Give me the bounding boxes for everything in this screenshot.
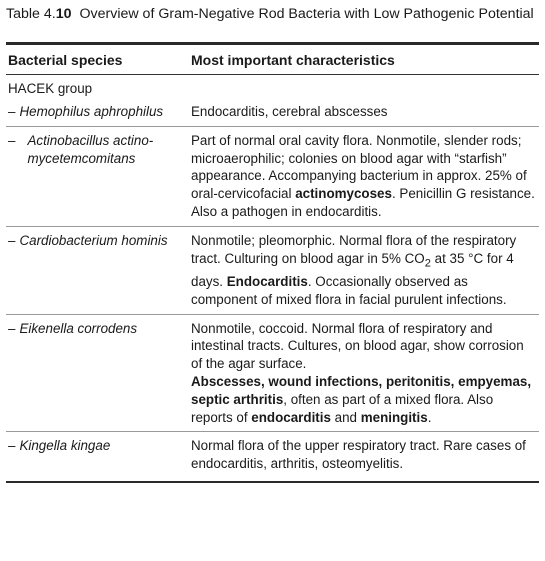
species-name: Eikenella corrodens bbox=[19, 320, 138, 336]
row-divider bbox=[6, 431, 539, 432]
char-text: , often as part of a mixed flora. Also reports of bbox=[191, 391, 494, 425]
species-cell bbox=[6, 437, 191, 473]
species-cell bbox=[6, 103, 191, 121]
header-rule bbox=[6, 74, 539, 75]
bottom-rule bbox=[6, 481, 539, 483]
table-caption bbox=[6, 4, 539, 42]
char-emphasis: meningitis bbox=[360, 409, 428, 425]
species-name: Hemophilus aphrophilus bbox=[19, 104, 164, 119]
char-text: . Occasionally observed as component of mixed flora in facial purulent infections. bbox=[191, 274, 507, 307]
char-emphasis: Abscesses, wound infections, peritonitis, empyemas, septic arthritis bbox=[191, 374, 532, 407]
table-label bbox=[6, 6, 71, 42]
row-dash: – bbox=[8, 320, 16, 336]
row-dash: – bbox=[8, 104, 16, 119]
species-cell bbox=[6, 232, 191, 309]
table-row bbox=[6, 232, 539, 309]
char-text: at 35 °C for 4 days. bbox=[191, 250, 514, 290]
table-label-prefix: Table 4. bbox=[6, 6, 56, 22]
characteristics-cell: Normal flora of the upper respiratory tract. Rare cases of endocarditis, arthritis, osteomyelitis. bbox=[191, 438, 526, 472]
row-divider bbox=[6, 226, 539, 227]
species-name: Kingella kingae bbox=[19, 438, 111, 454]
char-text: and bbox=[330, 409, 361, 425]
table-header bbox=[6, 45, 539, 74]
header-characteristics: Most important characteristics bbox=[191, 52, 395, 68]
char-emphasis: Endocarditis bbox=[226, 274, 308, 290]
char-paragraph bbox=[191, 373, 537, 426]
species-name: Cardiobacterium hominis bbox=[19, 232, 168, 248]
row-dash: – bbox=[8, 132, 16, 148]
species-name: Actinobacillus actino-mycetemcomitans bbox=[27, 132, 154, 166]
char-text: Part of normal oral cavity flora. Nonmotile, slender rods; microaerophilic; colonies on blood agar with “starfish” appearance. Accompanying bacterium in approx. 25% of oral-cervicofacial bbox=[191, 132, 527, 202]
char-subscript: 2 bbox=[424, 257, 431, 270]
header-species: Bacterial species bbox=[8, 52, 123, 68]
table-label-number: 10 bbox=[55, 6, 72, 22]
species-cell bbox=[6, 320, 191, 427]
table-title: Overview of Gram-Negative Rod Bacteria with Low Pathogenic Potential bbox=[79, 6, 534, 22]
row-divider bbox=[6, 314, 539, 315]
characteristics-cell bbox=[191, 320, 539, 427]
row-dash: – bbox=[8, 438, 16, 454]
table-row bbox=[6, 132, 539, 221]
char-text: . Penicillin G resistance. Also a pathogen in endocarditis. bbox=[191, 186, 535, 219]
char-emphasis: actinomycoses bbox=[295, 186, 392, 202]
table-row bbox=[6, 437, 539, 473]
group-label: HACEK group bbox=[8, 81, 93, 96]
table-row bbox=[6, 320, 539, 427]
row-dash: – bbox=[8, 232, 16, 248]
table-row bbox=[6, 103, 539, 121]
characteristics-cell bbox=[191, 132, 539, 221]
char-paragraph: Nonmotile, coccoid. Normal flora of respiratory and intestinal tracts. Cultures, on blood agar, show corrosion of the agar surface. bbox=[191, 320, 524, 372]
characteristics-cell: Endocarditis, cerebral abscesses bbox=[191, 104, 388, 119]
char-text: Nonmotile; pleomorphic. Normal flora of the respiratory tract. Culturing on blood agar in 5% CO bbox=[191, 232, 517, 266]
char-emphasis: endocarditis bbox=[251, 409, 331, 425]
char-text: . bbox=[427, 409, 432, 425]
row-divider bbox=[6, 126, 539, 127]
species-cell bbox=[6, 132, 191, 221]
characteristics-cell bbox=[191, 232, 539, 309]
